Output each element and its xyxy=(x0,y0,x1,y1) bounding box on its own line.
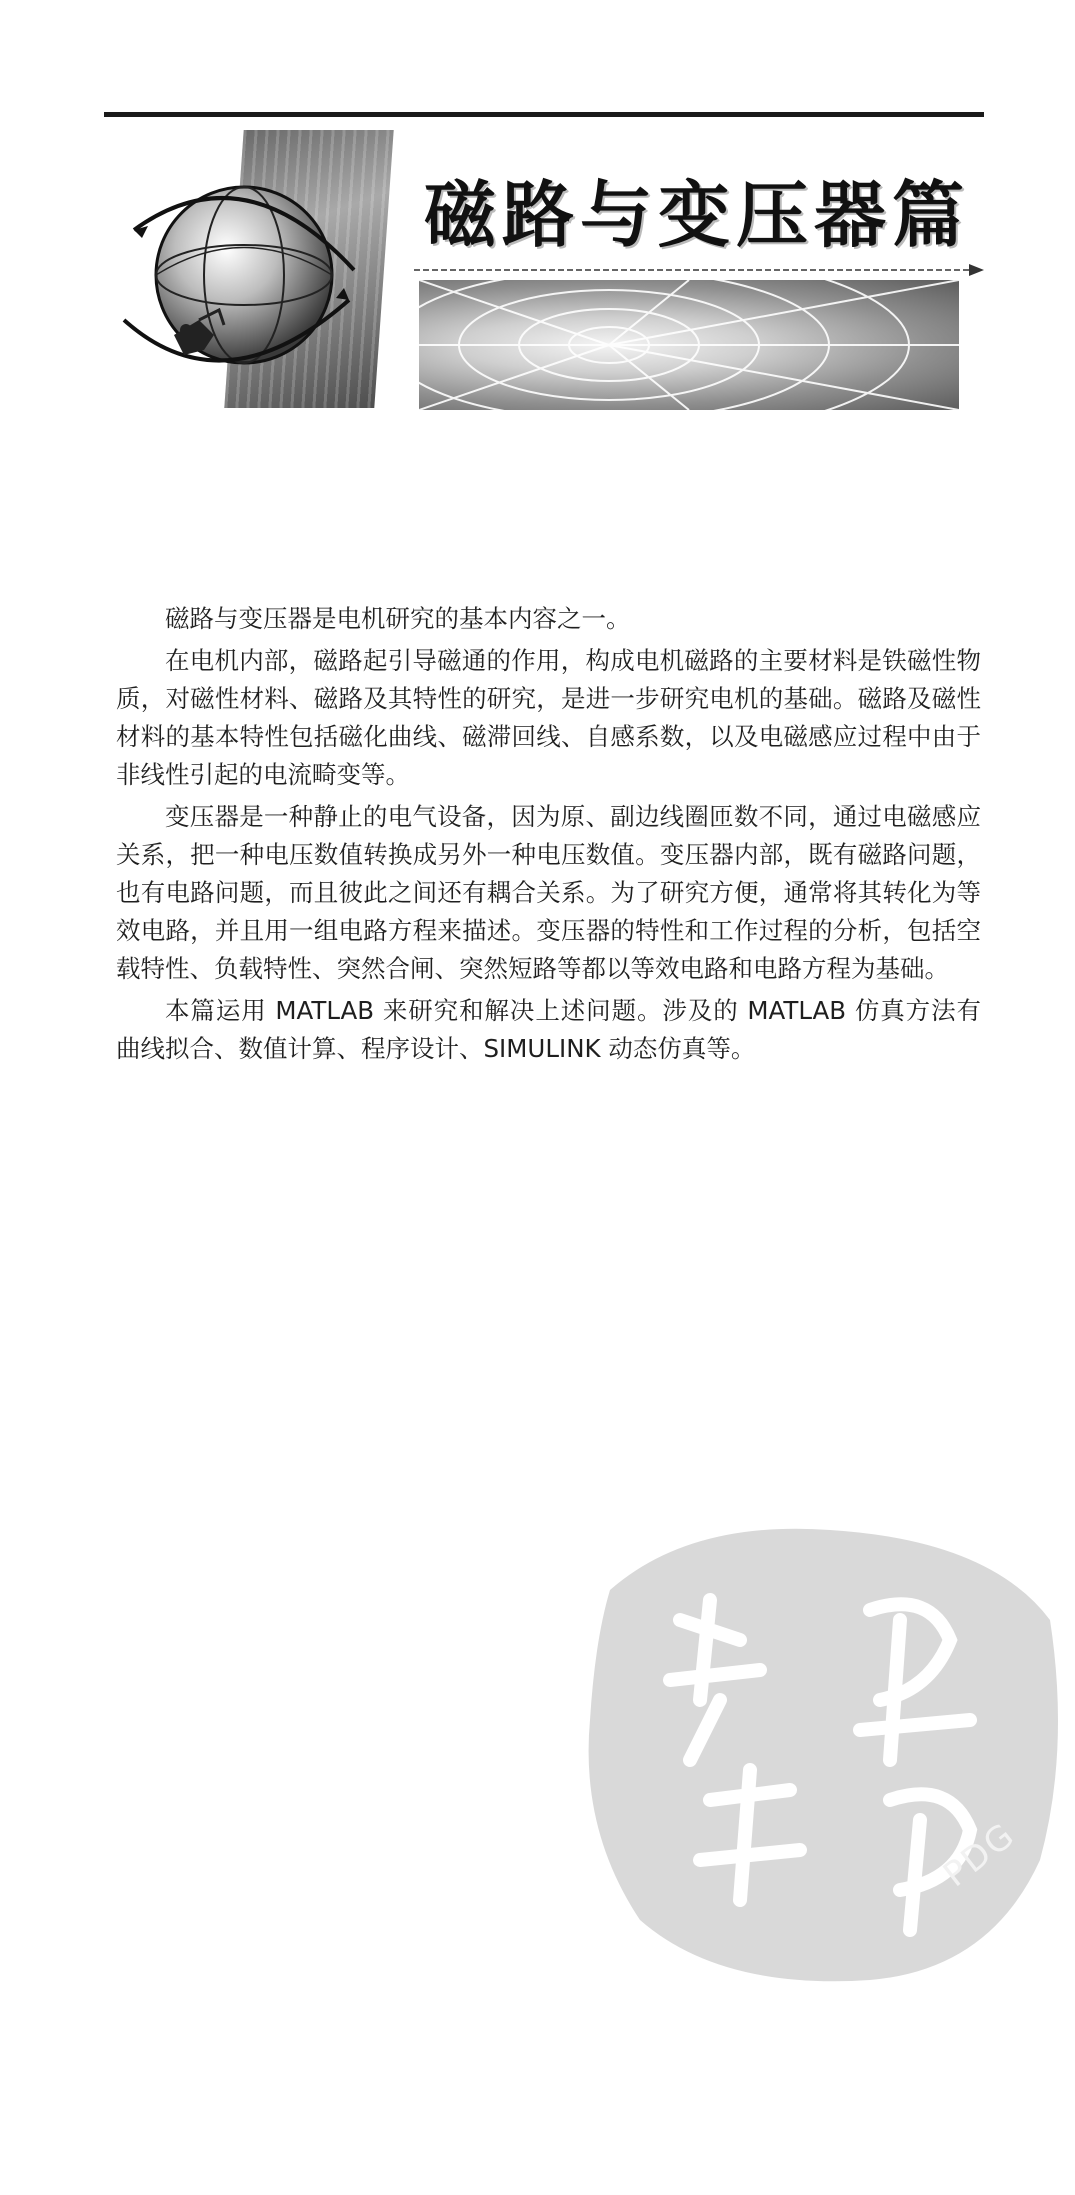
part-banner xyxy=(104,130,984,430)
watermark-seal xyxy=(570,1500,1070,2000)
part-title: 磁路与变压器篇 xyxy=(424,173,971,257)
globe-icon xyxy=(104,160,364,410)
paragraph: 在电机内部，磁路起引导磁通的作用，构成电机磁路的主要材料是铁磁性物质，对磁性材料、磁路及其特性的研究，是进一步研究电机的基础。磁路及磁性材料的基本特性包括磁化曲线、磁滞回线、自感系数，以及电磁感应过程中由于非线性引起的电流畸变等。 xyxy=(116,646,981,789)
web-image xyxy=(419,280,959,410)
paragraph: 本篇运用 MATLAB 来研究和解决上述问题。涉及的 MATLAB 仿真方法有曲线拟合、数值计算、程序设计、SIMULINK 动态仿真等。 xyxy=(116,996,981,1063)
paragraph: 磁路与变压器是电机研究的基本内容之一。 xyxy=(165,604,631,633)
watermark-label: PDG xyxy=(936,1814,1023,1896)
top-rule xyxy=(104,112,984,117)
arrow-right-icon xyxy=(414,260,984,280)
intro-text xyxy=(116,600,981,1072)
paragraph: 变压器是一种静止的电气设备，因为原、副边线圈匝数不同，通过电磁感应关系，把一种电压数值转换成另外一种电压数值。变压器内部，既有磁路问题，也有电路问题，而且彼此之间还有耦合关系。为了研究方便，通常将其转化为等效电路，并且用一组电路方程来描述。变压器的特性和工作过程的分析，包括空载特性、负载特性、突然合闸、突然短路等都以等效电路和电路方程为基础。 xyxy=(116,802,981,983)
